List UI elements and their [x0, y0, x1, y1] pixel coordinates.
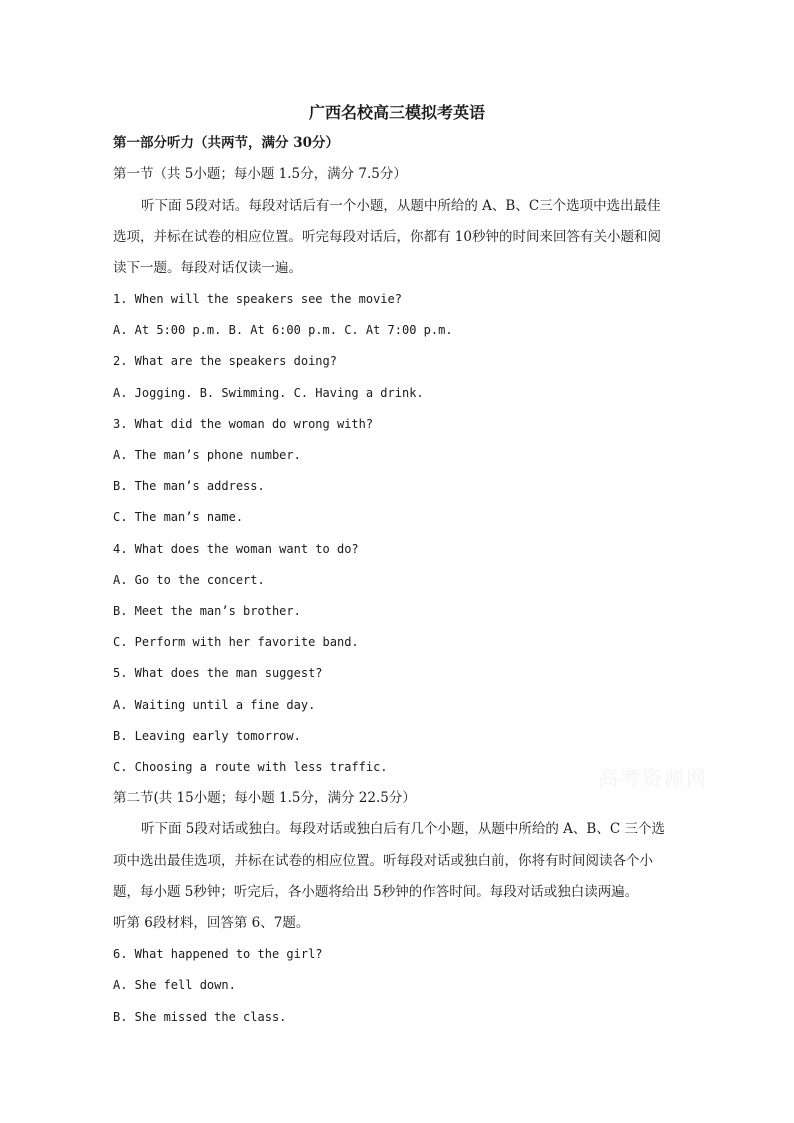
- section2-instruction-line: 项中选出最佳选项，并标在试卷的相应位置。听每段对话或独白前，你将有时间阅读各个小: [113, 853, 653, 869]
- question-2-options: A. Jogging. B. Swimming. C. Having a drink.: [113, 386, 424, 400]
- question-1-options: A. At 5:00 p.m. B. At 6:00 p.m. C. At 7:00 p.m.: [113, 323, 453, 337]
- part1-heading: 第一部分听力（共两节，满分 30分）: [113, 135, 339, 151]
- question-3-option-c: C. The man’s name.: [113, 510, 244, 524]
- page-title: 广西名校高三模拟考英语: [308, 103, 485, 122]
- question-2: 2. What are the speakers doing?: [113, 354, 337, 368]
- section1-instruction-line: 听下面 5段对话。每段对话后有一个小题，从题中所给的 A、B、C三个选项中选出最佳: [141, 198, 661, 214]
- watermark: 高考资源网: [598, 766, 708, 790]
- question-4-option-a: A. Go to the concert.: [113, 573, 265, 587]
- section2-instruction-line: 题，每小题 5秒钟；听完后，各小题将给出 5秒钟的作答时间。每段对话或独白读两遍。: [113, 884, 639, 900]
- question-6-option-b: B. She missed the class.: [113, 1010, 287, 1024]
- section2-heading: 第二节(共 15小题；每小题 1.5分，满分 22.5分）: [113, 790, 416, 806]
- question-5-option-b: B. Leaving early tomorrow.: [113, 729, 301, 743]
- question-5: 5. What does the man suggest?: [113, 666, 323, 680]
- question-3: 3. What did the woman do wrong with?: [113, 417, 374, 431]
- section1-instruction-line: 读下一题。每段对话仅读一遍。: [113, 260, 302, 276]
- question-4-option-c: C. Perform with her favorite band.: [113, 635, 359, 649]
- section1-heading: 第一节（共 5小题；每小题 1.5分，满分 7.5分）: [113, 166, 407, 182]
- question-4: 4. What does the woman want to do?: [113, 542, 359, 556]
- question-3-option-b: B. The man’s address.: [113, 479, 265, 493]
- question-6: 6. What happened to the girl?: [113, 947, 323, 961]
- question-5-option-c: C. Choosing a route with less traffic.: [113, 760, 388, 774]
- section2-instruction-line: 听下面 5段对话或独白。每段对话或独白后有几个小题，从题中所给的 A、B、C 三个选: [141, 821, 665, 837]
- section2-material-note: 听第 6段材料，回答第 6、7题。: [113, 915, 310, 931]
- question-4-option-b: B. Meet the man’s brother.: [113, 604, 301, 618]
- question-3-option-a: A. The man’s phone number.: [113, 448, 301, 462]
- section1-instruction-line: 选项，并标在试卷的相应位置。听完每段对话后，你都有 10秒钟的时间来回答有关小题和阅: [113, 229, 661, 245]
- question-1: 1. When will the speakers see the movie?: [113, 292, 402, 306]
- question-5-option-a: A. Waiting until a fine day.: [113, 698, 316, 712]
- question-6-option-a: A. She fell down.: [113, 978, 236, 992]
